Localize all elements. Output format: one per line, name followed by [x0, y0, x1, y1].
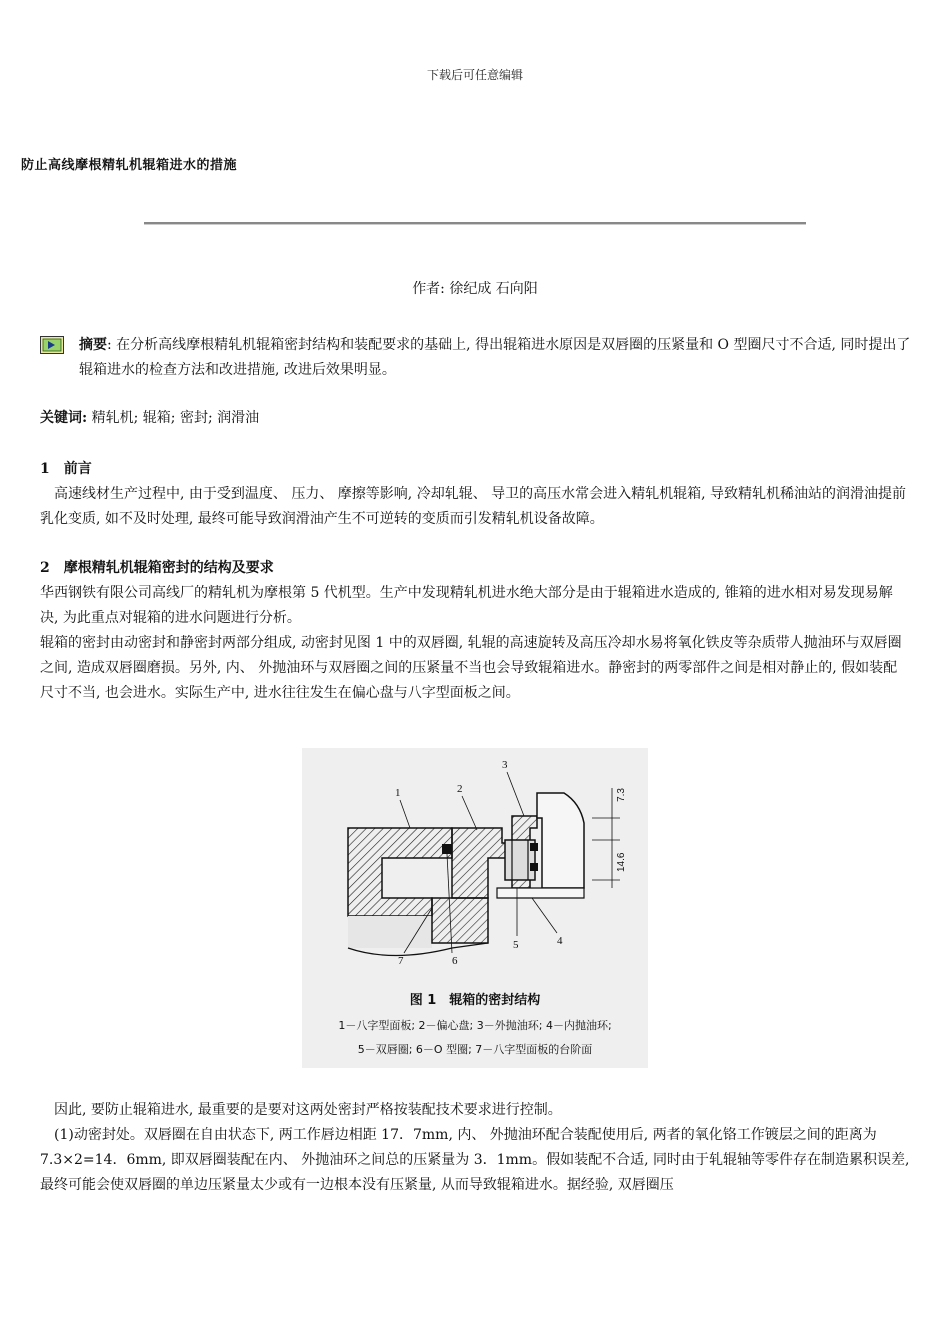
note-icon: [40, 336, 64, 354]
section-heading: 2 摩根精轧机辊箱密封的结构及要求: [40, 560, 274, 576]
document-title: 防止高线摩根精轧机辊箱进水的措施: [21, 158, 238, 173]
seal-diagram: [302, 748, 648, 1068]
figure-legend-1: 1－八字型面板; 2－偏心盘; 3－外抛油环; 4－内抛油环;: [338, 1019, 612, 1032]
figure-seal-structure: [302, 748, 648, 1068]
figure-legend-2: 5－双唇圈; 6－O 型圈; 7－八字型面板的台阶面: [357, 1043, 593, 1056]
keywords-line: [40, 407, 259, 427]
paragraph: 华西钢铁有限公司高线厂的精轧机为摩根第 5 代机型。生产中发现精轧机进水绝大部分是由于辊箱进水造成的, 锥箱的进水相对易发现易解决, 为此重点对辊箱的进水问题进行分析。: [40, 585, 893, 626]
horizontal-rule: [144, 222, 806, 225]
callout-4: 4: [557, 935, 563, 947]
paragraph: 因此, 要防止辊箱进水, 最重要的是要对这两处密封严格按装配技术要求进行控制。: [40, 1102, 562, 1118]
callout-5: 5: [513, 939, 519, 951]
section-seal-structure: [40, 556, 910, 706]
face-plate-lower: [348, 916, 432, 948]
abstract-body: : 在分析高线摩根精轧机辊箱密封结构和装配要求的基础上, 得出辊箱进水原因是双唇圈的压紧量和 O 型圈尺寸不合适, 同时提出了辊箱进水的检查方法和改进措施, 改进后效果明显。: [79, 337, 911, 378]
paragraph: (1)动密封处。双唇圈在自由状态下, 两工作唇边相距 17．7mm, 内、 外抛油环配合装配使用后, 两者的氧化铬工作镀层之间的距离为 7.3×2=14．6mm, 即双唇圈装配在内、 外抛油环之间总的压紧量为 3．1mm。假如装配不合适, 同时由于轧辊轴等零件存在制造累积误差, 最终可能会使双唇圈的单边压紧量太少或有一边根本没有压紧量, 从而导致辊箱进水。据经验, 双唇圈压: [40, 1127, 910, 1193]
callout-6: 6: [452, 955, 458, 967]
dimension-mid: 14.6: [616, 852, 627, 872]
callout-7: 7: [398, 955, 404, 967]
header-note: 下载后可任意编辑: [426, 68, 523, 82]
dimension-top: 7.3: [616, 788, 627, 802]
callout-3: 3: [502, 759, 508, 771]
abstract-label: 摘要: [79, 337, 107, 353]
inner-slinger-part: [537, 793, 584, 888]
face-plate-step: [432, 898, 488, 943]
section-heading: 1 前言: [40, 461, 92, 477]
paragraph: 高速线材生产过程中, 由于受到温度、 压力、 摩擦等影响, 冷却轧辊、 导卫的高压水常会进入精轧机辊箱, 导致精轧机稀油站的润滑油提前乳化变质, 如不及时处理, 最终可能导致润滑油产生不可逆转的变质而引发精轧机设备故障。: [40, 486, 907, 527]
section-measures: [40, 1098, 910, 1198]
abstract-block: [40, 333, 912, 383]
callout-1: 1: [395, 787, 401, 799]
paragraph: 辊箱的密封由动密封和静密封两部分组成, 动密封见图 1 中的双唇圈, 轧辊的高速旋转及高压冷却水易将氧化铁皮等杂质带人抛油环与双唇圈之间, 造成双唇圈磨损。另外, 内、 外抛油环与双唇圈之间的压紧量不当也会导致辊箱进水。静密封的两零部件之间是相对静止的, 假如装配尺寸不当, 也会进水。实际生产中, 进水往往发生在偏心盘与八字型面板之间。: [40, 635, 902, 701]
author-line: 作者: 徐纪成 石向阳: [412, 281, 538, 297]
keywords-label: 关键词:: [40, 410, 88, 426]
abstract-text: [79, 333, 912, 383]
figure-caption: 图 1 辊箱的密封结构: [409, 993, 541, 1008]
o-ring: [442, 844, 452, 854]
keywords-text: 精轧机; 辊箱; 密封; 润滑油: [87, 410, 260, 426]
callout-2: 2: [457, 783, 463, 795]
section-introduction: [40, 457, 910, 532]
